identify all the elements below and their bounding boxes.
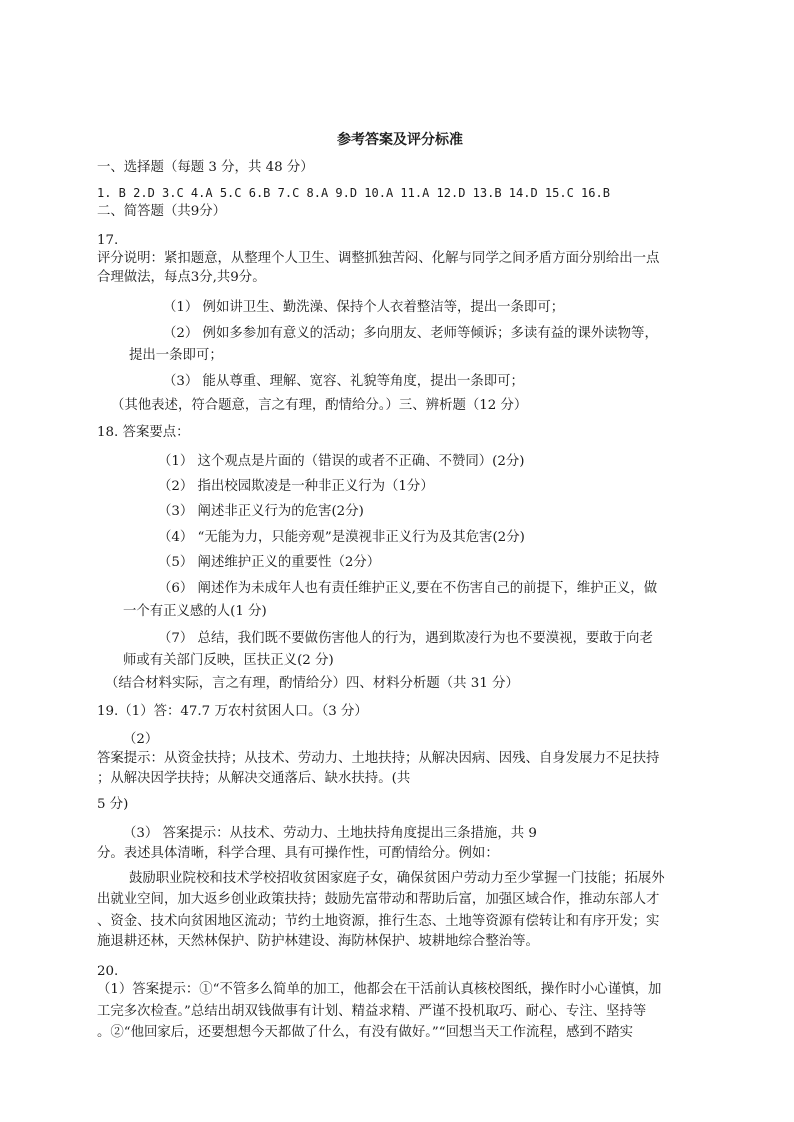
q19-part-1: 19.（1）答：47.7 万农村贫困人口。（3 分） [97,704,368,719]
q19-part-2-text: ；从解决因学扶持；从解决交通落后、缺水扶持。(共 [97,771,411,786]
q19-example: 、资金、技术向贫困地区流动；节约土地资源，推行生态、土地等资源有偿转让和有序开发；实 [97,914,660,929]
q17-number: 17. [97,233,119,248]
q18-point: 一个有正义感的人(1 分) [123,604,267,619]
q18-point: （1） 这个观点是片面的（错误的或者不正确、不赞同）(2分) [158,454,525,469]
q18-point: 师或有关部门反映，匡扶正义(2 分) [123,653,334,668]
q17-item: （1） 例如讲卫生、勤洗澡、保持个人衣着整洁等，提出一条即可； [163,300,565,315]
q18-heading: 18. 答案要点： [97,425,190,440]
q20-text: （1）答案提示：①“不管多么简单的加工，他都会在干活前认真核校图纸，操作时小心谨慎，加 [97,982,662,997]
q20-text: 。②“他回家后，还要想想今天都做了什么，有没有做好。”“回想当天工作流程，感到不踏实 [97,1025,634,1040]
q17-note-line: 评分说明：紧扣题意，从整理个人卫生、调整抓独苦闷、化解与同学之间矛盾方面分别给出一点 [97,251,660,266]
q18-point: （7） 总结，我们既不要做伤害他人的行为，遇到欺凌行为也不要漠视，要敢于向老 [158,631,653,646]
q19-part-2-text: 5 分) [97,797,129,812]
q17-item: （2） 例如多参加有意义的活动；多向朋友、老师等倾诉；多读有益的课外读物等， [163,326,658,341]
q19-example: 施退耕还林，天然林保护、防护林建设、海防林保护、坡耕地综合整治等。 [97,934,539,949]
q20-number: 20. [97,964,119,979]
q18-point: （3） 阐述非正义行为的危害(2分) [158,504,364,519]
q17-item: （3） 能从尊重、理解、宽容、礼貌等角度，提出一条即可； [163,374,524,389]
page-title: 参考答案及评分标准 [337,132,463,148]
q19-part-3-text: 分。表述具体清晰，科学合理、具有可操作性，可酌情给分。例如： [97,846,499,861]
q19-part-2-label: （2） [123,732,159,747]
q19-example: 鼓励职业院校和技术学校招收贫困家庭子女，确保贫困户劳动力至少掌握一门技能；拓展外 [129,871,665,886]
section-4-heading: （结合材料实际，言之有理，酌情给分）四、材料分析题（共 31 分） [105,676,519,691]
q19-example: 出就业空间，加大返乡创业政策扶持；鼓励先富带动和帮助后富，加强区域合作，推动东部人才 [97,892,660,907]
q19-part-2-text: 答案提示：从资金扶持；从技术、劳动力、土地扶持；从解决因病、因残、自身发展力不足扶持 [97,751,660,766]
section-1-heading: 一、选择题（每题 3 分，共 48 分） [97,160,314,175]
q18-point: （4） “无能为力，只能旁观”是漠视非正义行为及其危害(2分) [158,530,525,545]
q17-note-line: 合理做法，每点3分,共9分。 [97,270,266,285]
q20-text: 工完多次检查。”总结出胡双钱做事有计划、精益求精、严谨不投机取巧、耐心、专注、坚持等 [97,1004,647,1019]
q19-part-3-text: （3） 答案提示：从技术、劳动力、土地扶持角度提出三条措施，共 9 [123,826,537,841]
section-3-heading: （其他表述，符合题意，言之有理，酌情给分。）三、辨析题（12 分） [111,398,528,413]
q17-item: 提出一条即可； [129,348,223,363]
q18-point: （6） 阐述作为未成年人也有责任维护正义,要在不伤害自己的前提下，维护正义，做 [158,581,658,596]
section-1-answers: 1. B 2.D 3.C 4.A 5.C 6.B 7.C 8.A 9.D 10.A 11.A 12.D 13.B 14.D 15.C 16.B [97,186,610,200]
section-2-heading: 二、简答题（共9分） [97,204,227,219]
q18-point: （5） 阐述维护正义的重要性（2分） [158,555,381,570]
q18-point: （2） 指出校园欺凌是一种非正义行为（1分） [158,479,434,494]
